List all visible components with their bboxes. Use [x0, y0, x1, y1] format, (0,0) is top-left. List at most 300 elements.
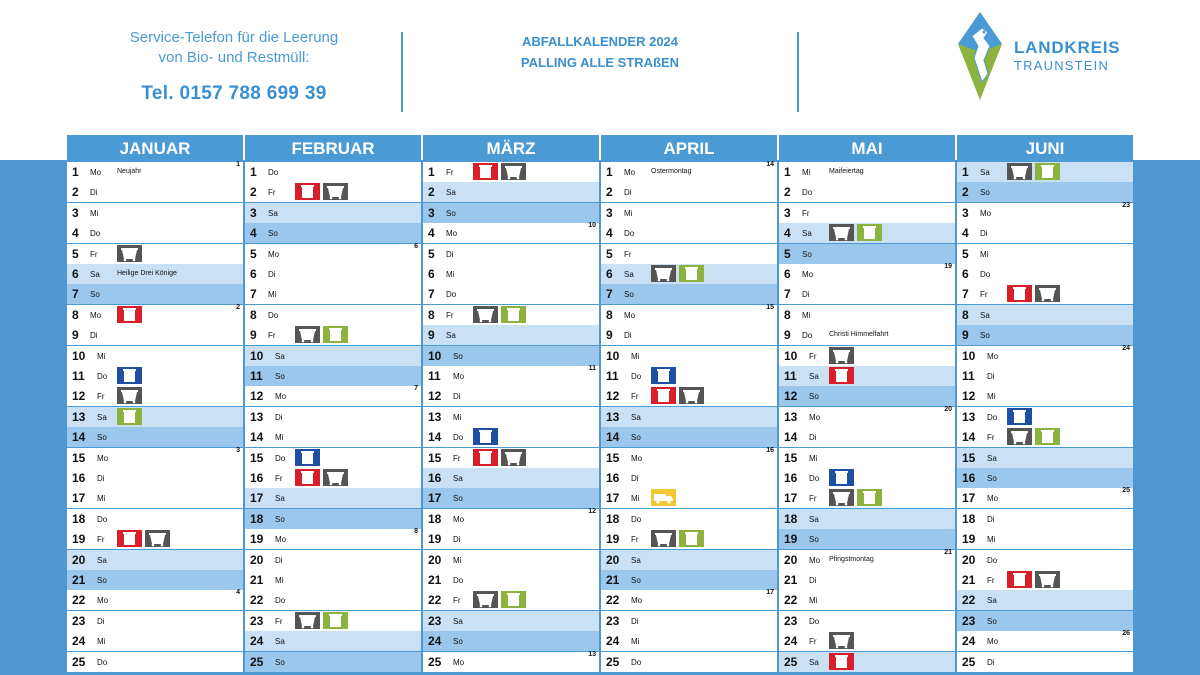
day-number: 22 — [784, 593, 798, 608]
day-number: 17 — [250, 491, 264, 506]
grey-bin-icon — [679, 387, 704, 404]
day-number: 24 — [784, 634, 798, 649]
day-row — [67, 570, 243, 591]
weekday: Do — [97, 657, 108, 667]
day-number: 8 — [72, 307, 79, 322]
day-number: 14 — [428, 430, 442, 445]
day-row — [601, 590, 777, 611]
day-row — [245, 182, 421, 203]
title-line-1: ABFALLKALENDER 2024 — [521, 34, 679, 49]
month-header: MÄRZ — [423, 135, 599, 162]
weekday: Do — [453, 433, 464, 443]
weekday: Di — [275, 412, 283, 422]
day-row — [601, 570, 777, 591]
day-row — [423, 182, 599, 203]
day-row — [601, 223, 777, 244]
weekday: Do — [631, 372, 642, 381]
day-number: 14 — [606, 430, 620, 445]
weekday: Sa — [631, 555, 641, 565]
day-row — [245, 652, 421, 673]
grey-bin-icon — [295, 612, 320, 629]
weekday: Di — [624, 188, 632, 198]
day-row — [601, 550, 777, 571]
day-row — [957, 590, 1133, 611]
day-row — [67, 325, 243, 346]
weekday: Di — [275, 555, 283, 565]
day-row — [779, 305, 955, 326]
weekday: Do — [97, 372, 108, 381]
weekday: Mo — [802, 270, 814, 279]
weekday: Do — [987, 412, 998, 422]
day-row — [245, 631, 421, 652]
day-number: 24 — [428, 634, 442, 649]
red-bin-icon — [117, 306, 142, 323]
day-row — [245, 529, 421, 550]
weekday: Fr — [453, 596, 461, 606]
day-number: 12 — [784, 389, 798, 404]
day-number: 20 — [962, 552, 976, 567]
weekday: So — [987, 474, 997, 483]
day-row — [601, 407, 777, 428]
day-number: 23 — [962, 613, 976, 628]
weekday: Di — [809, 576, 817, 585]
day-row — [957, 448, 1133, 469]
day-row — [67, 182, 243, 203]
day-number: 17 — [72, 491, 86, 506]
weekday: Mi — [90, 208, 99, 218]
calendar-title — [500, 31, 700, 73]
weekday: Do — [802, 331, 813, 341]
green-bin-icon — [501, 306, 526, 323]
day-number: 2 — [606, 185, 613, 200]
day-number: 22 — [606, 593, 620, 608]
holiday-label: Maifeiertag — [829, 168, 864, 175]
day-number: 4 — [428, 226, 435, 241]
weekday: Do — [90, 229, 101, 239]
day-row — [245, 509, 421, 530]
day-number: 8 — [606, 307, 613, 322]
day-number: 24 — [606, 634, 620, 649]
day-number: 18 — [428, 511, 442, 526]
day-row — [779, 590, 955, 611]
weekday: Mi — [631, 494, 640, 504]
day-number: 13 — [962, 409, 976, 424]
day-row — [245, 448, 421, 469]
day-row — [245, 427, 421, 448]
day-number: 20 — [784, 552, 798, 567]
red-bin-icon — [829, 367, 854, 384]
day-number: 1 — [962, 165, 969, 179]
weekday: So — [97, 433, 107, 443]
day-row — [423, 652, 599, 673]
weekday: So — [987, 616, 997, 626]
day-row — [245, 570, 421, 591]
weekday: So — [453, 637, 463, 647]
day-number: 13 — [428, 409, 442, 424]
day-row — [779, 611, 955, 632]
day-number: 23 — [606, 613, 620, 628]
weekday: Mo — [809, 555, 821, 565]
day-number: 21 — [784, 573, 798, 587]
weekday: Sa — [97, 555, 107, 565]
day-row — [423, 162, 599, 183]
day-number: 10 — [784, 348, 798, 363]
red-bin-icon — [1007, 571, 1032, 588]
day-row — [779, 264, 955, 285]
week-number: 4 — [236, 589, 240, 597]
day-number: 19 — [606, 532, 620, 547]
day-row — [957, 468, 1133, 489]
weekday: Mi — [97, 351, 106, 361]
day-number: 1 — [250, 165, 257, 179]
day-row — [67, 305, 243, 326]
day-row — [67, 529, 243, 550]
logo-text-1: LANDKREIS — [1014, 38, 1121, 57]
day-row — [601, 529, 777, 550]
day-row — [601, 305, 777, 326]
day-number: 13 — [784, 409, 798, 424]
day-row — [779, 488, 955, 509]
day-number: 8 — [962, 307, 969, 322]
week-number: 11 — [588, 365, 596, 372]
grey-bin-icon — [117, 387, 142, 404]
weekday: Sa — [275, 351, 285, 361]
day-number: 13 — [250, 409, 264, 424]
red-bin-icon — [295, 469, 320, 486]
red-bin-icon — [473, 449, 498, 466]
day-number: 6 — [962, 267, 969, 281]
weekday: Mo — [97, 596, 109, 606]
day-number: 10 — [428, 348, 442, 363]
day-row — [957, 162, 1133, 183]
week-number: 19 — [944, 263, 952, 270]
blue-bin-icon — [117, 367, 142, 384]
day-number: 21 — [606, 573, 620, 587]
holiday-label: Pfingstmontag — [829, 555, 874, 563]
weekday: Mo — [624, 310, 636, 320]
weekday: Sa — [624, 270, 634, 279]
weekday: Mi — [802, 168, 811, 177]
day-number: 16 — [784, 471, 798, 485]
day-number: 4 — [606, 226, 613, 241]
day-row — [779, 509, 955, 530]
weekday: Fr — [268, 331, 276, 341]
weekday: Sa — [97, 412, 107, 422]
grey-bin-icon — [651, 265, 676, 282]
day-row — [423, 427, 599, 448]
weekday: Sa — [809, 514, 819, 524]
weekday: Do — [268, 310, 279, 320]
day-row — [957, 427, 1133, 448]
weekday: Fr — [631, 535, 639, 545]
weekday: Di — [446, 249, 454, 259]
day-number: 15 — [250, 450, 264, 465]
weekday: Mo — [268, 249, 280, 259]
weekday: So — [275, 372, 285, 381]
day-number: 1 — [784, 165, 791, 179]
day-row — [245, 590, 421, 611]
weekday: Mo — [809, 412, 821, 422]
grey-bin-icon — [829, 489, 854, 506]
day-number: 6 — [428, 267, 435, 281]
weekday: Di — [809, 433, 817, 443]
weekday: Sa — [802, 229, 812, 239]
day-number: 14 — [250, 430, 264, 445]
day-number: 24 — [962, 634, 976, 649]
week-number: 17 — [766, 589, 774, 597]
day-number: 8 — [784, 307, 791, 322]
grey-bin-icon — [323, 183, 348, 200]
weekday: Di — [631, 616, 639, 626]
weekday: So — [980, 188, 990, 198]
weekday: Di — [987, 657, 995, 667]
weekday: So — [90, 290, 100, 300]
day-number: 18 — [784, 511, 798, 526]
weekday: So — [275, 657, 285, 667]
grey-bin-icon — [117, 245, 142, 262]
day-row — [779, 448, 955, 469]
day-row — [779, 325, 955, 346]
week-number: 12 — [588, 507, 596, 515]
day-number: 25 — [250, 654, 264, 669]
day-row — [957, 244, 1133, 265]
day-number: 3 — [250, 205, 257, 220]
day-number: 18 — [606, 511, 620, 526]
weekday: Sa — [275, 494, 285, 504]
day-row — [779, 244, 955, 265]
day-number: 6 — [784, 267, 791, 281]
weekday: Do — [624, 229, 635, 239]
day-row — [245, 488, 421, 509]
weekday: So — [275, 514, 285, 524]
day-number: 1 — [606, 165, 613, 179]
day-row — [957, 529, 1133, 550]
weekday: Do — [987, 555, 998, 565]
grey-bin-icon — [1007, 163, 1032, 180]
day-row — [423, 509, 599, 530]
weekday: Fr — [446, 168, 454, 177]
weekday: Di — [90, 188, 98, 198]
day-number: 13 — [606, 409, 620, 424]
day-row — [423, 325, 599, 346]
day-row — [67, 590, 243, 611]
day-row — [957, 305, 1133, 326]
month-header: JUNI — [957, 135, 1133, 162]
green-bin-icon — [501, 591, 526, 608]
day-number: 16 — [72, 471, 86, 485]
day-row — [601, 284, 777, 305]
day-row — [67, 346, 243, 367]
day-number: 1 — [428, 165, 435, 179]
weekday: Do — [97, 514, 108, 524]
day-row — [423, 223, 599, 244]
day-number: 9 — [606, 328, 613, 343]
day-row — [957, 407, 1133, 428]
weekday: Sa — [453, 616, 463, 626]
day-number: 24 — [250, 634, 264, 649]
weekday: Mi — [631, 637, 640, 647]
day-number: 11 — [784, 369, 797, 383]
day-number: 2 — [784, 185, 791, 200]
day-row — [67, 652, 243, 673]
day-row — [601, 611, 777, 632]
day-row — [779, 631, 955, 652]
weekday: Do — [631, 514, 642, 524]
day-row — [423, 529, 599, 550]
weekday: Fr — [453, 453, 461, 463]
day-row — [957, 223, 1133, 244]
blue-bin-icon — [651, 367, 676, 384]
weekday: Mi — [802, 310, 811, 320]
weekday: Mo — [453, 514, 465, 524]
day-row — [957, 652, 1133, 673]
day-row — [423, 590, 599, 611]
weekday: Fr — [980, 290, 988, 300]
day-row — [67, 468, 243, 489]
day-row — [245, 366, 421, 387]
day-number: 3 — [72, 205, 79, 220]
day-number: 5 — [428, 246, 435, 261]
day-row — [245, 550, 421, 571]
day-row — [957, 509, 1133, 530]
day-row — [957, 182, 1133, 203]
day-number: 7 — [428, 287, 435, 302]
day-row — [423, 305, 599, 326]
grey-bin-icon — [1035, 571, 1060, 588]
grey-bin-icon — [501, 449, 526, 466]
red-bin-icon — [651, 387, 676, 404]
weekday: Di — [624, 331, 632, 341]
weekday: So — [631, 576, 641, 585]
day-number: 25 — [784, 654, 798, 669]
week-number: 10 — [588, 222, 596, 230]
green-bin-icon — [857, 489, 882, 506]
day-number: 6 — [606, 267, 613, 281]
weekday: Fr — [987, 576, 995, 585]
day-number: 17 — [606, 491, 620, 506]
day-row — [779, 366, 955, 387]
weekday: So — [453, 494, 463, 504]
holiday-label: Christi Himmelfahrt — [829, 331, 889, 339]
weekday: Di — [980, 229, 988, 239]
day-row — [67, 631, 243, 652]
day-number: 3 — [784, 205, 791, 220]
green-bin-icon — [1035, 163, 1060, 180]
day-row — [957, 570, 1133, 591]
day-row — [423, 488, 599, 509]
red-bin-icon — [295, 183, 320, 200]
day-number: 7 — [72, 287, 79, 302]
weekday: Mi — [275, 433, 284, 443]
grey-bin-icon — [295, 326, 320, 343]
day-row — [779, 407, 955, 428]
weekday: Mi — [809, 453, 818, 463]
day-number: 22 — [72, 593, 86, 608]
weekday: Mo — [631, 453, 643, 463]
weekday: Do — [275, 596, 286, 606]
day-number: 2 — [250, 185, 257, 200]
day-number: 14 — [962, 430, 976, 445]
service-info — [80, 28, 388, 104]
weekday: Mo — [453, 657, 465, 667]
day-number: 4 — [72, 226, 79, 241]
day-number: 23 — [72, 613, 86, 628]
day-number: 20 — [250, 552, 264, 567]
day-number: 3 — [606, 205, 613, 220]
day-number: 5 — [72, 246, 79, 261]
day-row — [601, 631, 777, 652]
day-number: 11 — [250, 369, 263, 383]
weekday: So — [802, 249, 812, 259]
day-row — [245, 162, 421, 183]
weekday: Mi — [624, 208, 633, 218]
day-number: 18 — [72, 511, 86, 526]
day-row — [779, 203, 955, 224]
weekday: Mi — [268, 290, 277, 300]
day-number: 4 — [784, 226, 791, 241]
day-row — [601, 386, 777, 407]
weekday: Mo — [275, 392, 287, 402]
month-header: JANUAR — [67, 135, 243, 162]
day-number: 7 — [962, 287, 969, 302]
day-number: 19 — [72, 532, 86, 547]
weekday: Mi — [980, 249, 989, 259]
day-number: 18 — [962, 511, 976, 526]
weekday: Mo — [275, 535, 287, 545]
holiday-label: Heilige Drei Könige — [117, 270, 177, 277]
day-number: 19 — [784, 532, 798, 547]
day-number: 11 — [72, 369, 85, 383]
blue-bin-icon — [473, 428, 498, 445]
day-number: 25 — [606, 654, 620, 669]
day-row — [601, 162, 777, 183]
weekday: Mo — [446, 229, 458, 239]
day-row — [957, 550, 1133, 571]
day-number: 9 — [962, 328, 969, 343]
weekday: Fr — [268, 188, 276, 198]
day-row — [779, 284, 955, 305]
day-row — [67, 162, 243, 183]
weekday: Mi — [987, 535, 996, 545]
day-row — [779, 570, 955, 591]
yellow-truck-icon — [651, 489, 676, 506]
grey-bin-icon — [145, 530, 170, 547]
weekday: Sa — [90, 270, 100, 279]
day-row — [957, 386, 1133, 407]
day-row — [423, 366, 599, 387]
day-number: 12 — [606, 389, 620, 404]
week-number: 13 — [588, 650, 596, 658]
weekday: Fr — [275, 616, 283, 626]
holiday-label: Ostermontag — [651, 168, 692, 175]
weekday: Di — [802, 290, 810, 300]
day-row — [67, 488, 243, 509]
day-row — [423, 264, 599, 285]
grey-bin-icon — [501, 163, 526, 180]
week-number: 14 — [766, 161, 774, 168]
weekday: Sa — [446, 331, 456, 341]
day-row — [67, 223, 243, 244]
day-number: 6 — [250, 267, 257, 281]
day-number: 11 — [606, 369, 619, 383]
day-row — [423, 386, 599, 407]
day-number: 9 — [428, 328, 435, 343]
weekday: Do — [980, 270, 991, 279]
day-number: 1 — [72, 165, 79, 179]
day-row — [423, 611, 599, 632]
day-number: 24 — [72, 634, 86, 649]
weekday: Fr — [275, 474, 283, 483]
